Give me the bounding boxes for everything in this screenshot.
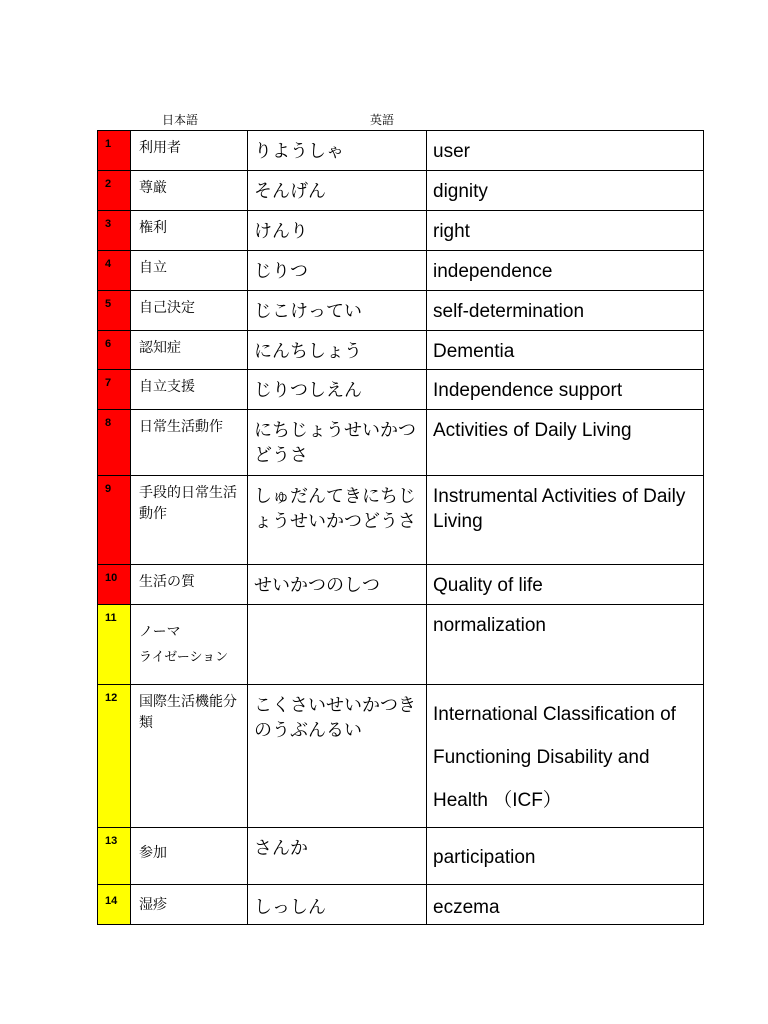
japanese-term: 尊厳: [131, 171, 248, 211]
english-term: Quality of life: [427, 565, 704, 605]
english-term: Activities of Daily Living: [427, 410, 704, 476]
row-number: 12: [98, 685, 131, 828]
japanese-term: 日常生活動作: [131, 410, 248, 476]
row-number: 14: [98, 885, 131, 925]
row-number: 3: [98, 211, 131, 251]
japanese-term: [131, 605, 248, 685]
table-row: [98, 131, 704, 171]
japanese-term-line: ライゼーション: [139, 650, 229, 665]
hiragana-reading: じりつ: [248, 251, 427, 291]
hiragana-reading: にんちしょう: [248, 331, 427, 370]
english-term: eczema: [427, 885, 704, 925]
japanese-term: 自立支援: [131, 370, 248, 410]
table-row: [98, 476, 704, 565]
row-number: 8: [98, 410, 131, 476]
hiragana-reading: けんり: [248, 211, 427, 251]
table-row: [98, 251, 704, 291]
table-row: [98, 885, 704, 925]
japanese-term: 利用者: [131, 131, 248, 171]
table-row: [98, 410, 704, 476]
row-number: 1: [98, 131, 131, 171]
hiragana-reading: じりつしえん: [248, 370, 427, 410]
english-term: Independence support: [427, 370, 704, 410]
english-term: Dementia: [427, 331, 704, 370]
header-japanese: 日本語: [162, 113, 199, 127]
english-term: normalization: [427, 605, 704, 685]
row-number: 13: [98, 828, 131, 885]
hiragana-reading: そんげん: [248, 171, 427, 211]
hiragana-reading: せいかつのしつ: [248, 565, 427, 605]
row-number: 5: [98, 291, 131, 331]
hiragana-reading: りようしゃ: [248, 131, 427, 171]
row-number: 4: [98, 251, 131, 291]
row-number: 6: [98, 331, 131, 370]
hiragana-reading: こくさいせいかつきのうぶんるい: [248, 685, 427, 828]
english-term: participation: [427, 828, 704, 885]
table-row: [98, 331, 704, 370]
japanese-term: 参加: [131, 828, 248, 885]
row-number: 10: [98, 565, 131, 605]
english-term: self-determination: [427, 291, 704, 331]
english-term: International Classification of Functioning Disability and Health （ICF）: [427, 685, 704, 828]
table-row: [98, 171, 704, 211]
table-row: [98, 605, 704, 685]
hiragana-reading: じこけってい: [248, 291, 427, 331]
english-term: user: [427, 131, 704, 171]
hiragana-reading: にちじょうせいかつどうさ: [248, 410, 427, 476]
japanese-term: 権利: [131, 211, 248, 251]
japanese-term-line: ノーマ: [139, 624, 181, 640]
hiragana-reading: しゅだんてきにちじょうせいかつどうさ: [248, 476, 427, 565]
row-number: 2: [98, 171, 131, 211]
japanese-term: 自己決定: [131, 291, 248, 331]
japanese-term: 湿疹: [131, 885, 248, 925]
english-term: Instrumental Activities of Daily Living: [427, 476, 704, 565]
header-english: 英語: [370, 113, 395, 127]
table-row: [98, 828, 704, 885]
table-row: [98, 291, 704, 331]
japanese-term: 国際生活機能分類: [131, 685, 248, 828]
english-term: dignity: [427, 171, 704, 211]
table-row: [98, 685, 704, 828]
english-term: independence: [427, 251, 704, 291]
table-row: [98, 370, 704, 410]
hiragana-reading: しっしん: [248, 885, 427, 925]
table-row: [98, 211, 704, 251]
row-number: 7: [98, 370, 131, 410]
table-row: [98, 565, 704, 605]
hiragana-reading: [248, 605, 427, 685]
japanese-term: 手段的日常生活動作: [131, 476, 248, 565]
english-term: right: [427, 211, 704, 251]
hiragana-reading: さんか: [248, 828, 427, 885]
japanese-term: 認知症: [131, 331, 248, 370]
vocabulary-table: [97, 130, 704, 925]
row-number: 11: [98, 605, 131, 685]
japanese-term: 生活の質: [131, 565, 248, 605]
row-number: 9: [98, 476, 131, 565]
japanese-term: 自立: [131, 251, 248, 291]
